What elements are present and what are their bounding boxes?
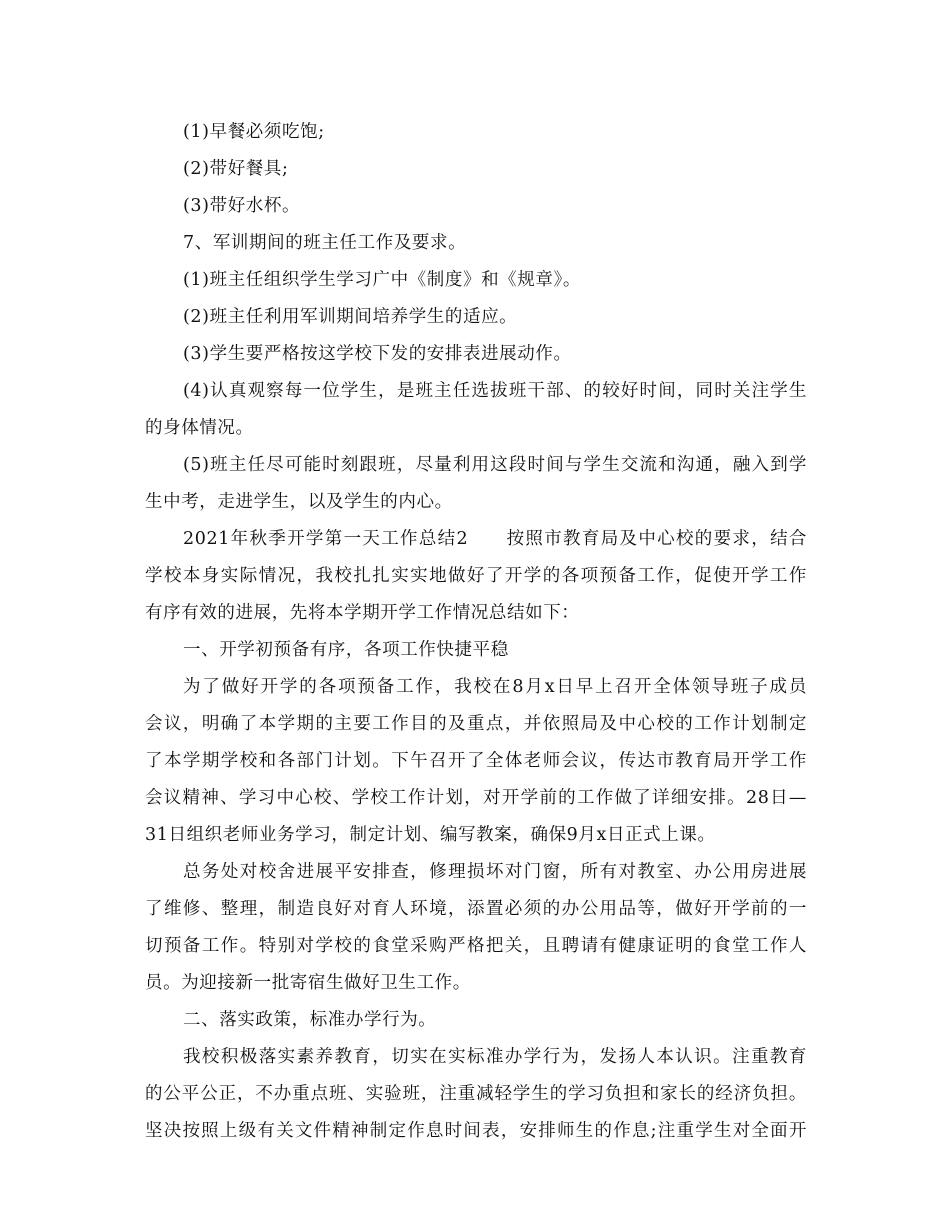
document-body (145, 117, 807, 1153)
text-line: 7、军训期间的班主任工作及要求。 (183, 233, 467, 253)
text-line: 切预备工作。特别对学校的食堂采购严格把关，且聘请有健康证明的食堂工作人 (145, 936, 807, 956)
text-line: (3)带好水杯。 (183, 196, 301, 216)
text-line: 了本学期学校和各部门计划。下午召开了全体老师会议，传达市教育局开学工作 (145, 751, 807, 771)
text-line: 2021年秋季开学第一天工作总结2 按照市教育局及中心校的要求，结合 (183, 529, 807, 549)
text-line: 一、开学初预备有序，各项工作快捷平稳 (183, 640, 509, 660)
text-line: (2)带好餐具; (183, 159, 289, 179)
text-line: (1)班主任组织学生学习广中《制度》和《规章》。 (183, 270, 581, 290)
text-line: 坚决按照上级有关文件精神制定作息时间表，安排师生的作息;注重学生对全面开 (145, 1121, 807, 1141)
text-line: 了维修、整理，制造良好对育人环境，添置必须的办公用品等，做好开学前的一 (145, 899, 807, 919)
text-line: 31日组织老师业务学习，制定计划、编写教案，确保9月x日正式上课。 (145, 825, 716, 845)
text-line: 会议，明确了本学期的主要工作目的及重点，并依照局及中心校的工作计划制定 (145, 714, 807, 734)
text-line: 总务处对校舍进展平安排查，修理损坏对门窗，所有对教室、办公用房进展 (183, 862, 807, 882)
text-line: (2)班主任利用军训期间培养学生的适应。 (183, 307, 518, 327)
text-line: 有序有效的进展，先将本学期开学工作情况总结如下： (145, 603, 580, 623)
text-line: (5)班主任尽可能时刻跟班，尽量利用这段时间与学生交流和沟通，融入到学 (183, 455, 807, 475)
text-line: 会议精神、学习中心校、学校工作计划，对开学前的工作做了详细安排。28日— (145, 788, 807, 808)
text-line: 二、落实政策，标准办学行为。 (183, 1010, 437, 1030)
text-line: (1)早餐必须吃饱; (183, 122, 325, 142)
text-line: 的公平公正，不办重点班、实验班，注重减轻学生的学习负担和家长的经济负担。 (145, 1084, 807, 1104)
text-line: 生中考，走进学生，以及学生的内心。 (145, 492, 453, 512)
text-line: 学校本身实际情况，我校扎扎实实地做好了开学的各项预备工作，促使开学工作 (145, 566, 807, 586)
text-line: (4)认真观察每一位学生，是班主任选拔班干部、的较好时间，同时关注学生 (183, 381, 807, 401)
text-line: 的身体情况。 (145, 418, 254, 438)
text-line: (3)学生要严格按这学校下发的安排表进展动作。 (183, 344, 572, 364)
text-line: 员。为迎接新一批寄宿生做好卫生工作。 (145, 973, 471, 993)
text-line: 我校积极落实素养教育，切实在实标准办学行为，发扬人本认识。注重教育 (183, 1047, 807, 1067)
text-line: 为了做好开学的各项预备工作，我校在8月x日早上召开全体领导班子成员 (183, 677, 807, 697)
